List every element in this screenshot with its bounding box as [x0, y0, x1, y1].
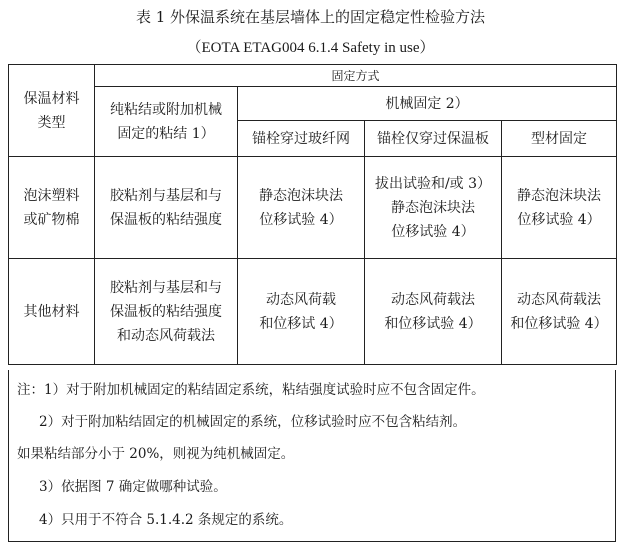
header-profile: 型材固定: [502, 121, 617, 157]
header-fixing-method: 固定方式: [95, 65, 617, 87]
table-subtitle: （EOTA ETAG004 6.1.4 Safety in use）: [186, 40, 435, 56]
table-title: 表 1 外保温系统在基层墙体上的固定稳定性检验方法: [135, 8, 486, 26]
cell-anchor-board: 拔出试验和/或 3） 静态泡沫块法 位移试验 4）: [365, 157, 502, 259]
table-row: [9, 157, 617, 259]
cell-adhesive: 胶粘剂与基层和与 保温板的粘结强度 和动态风荷载法: [95, 259, 238, 365]
table-row: [9, 259, 617, 365]
note-3: 3）依据图 7 确定做哪种试验。: [39, 479, 227, 495]
header-anchor-board: 锚栓仅穿过保温板: [365, 121, 502, 157]
fixing-method-table: [8, 64, 617, 365]
cell-material: 其他材料: [9, 259, 95, 365]
header-anchor-mesh: 锚栓穿过玻纤网: [238, 121, 365, 157]
cell-profile: 静态泡沫块法 位移试验 4）: [502, 157, 617, 259]
header-adhesive: 纯粘结或附加机械 固定的粘结 1）: [95, 87, 238, 157]
notes-section: [8, 370, 616, 542]
header-mechanical: 机械固定 2）: [238, 87, 617, 121]
note-1: 注：1）对于附加机械固定的粘结固定系统，粘结强度试验时应不包含固定件。: [17, 382, 485, 398]
cell-anchor-mesh: 动态风荷载 和位移试 4）: [238, 259, 365, 365]
cell-anchor-board: 动态风荷载法 和位移试验 4）: [365, 259, 502, 365]
cell-profile: 动态风荷载法 和位移试验 4）: [502, 259, 617, 365]
note-2-continued: 如果粘结部分小于 20%，则视为纯机械固定。: [17, 446, 295, 462]
note-4: 4）只用于不符合 5.1.4.2 条规定的系统。: [39, 512, 293, 528]
cell-material: 泡沫塑料 或矿物棉: [9, 157, 95, 259]
cell-anchor-mesh: 静态泡沫块法 位移试验 4）: [238, 157, 365, 259]
note-2: 2）对于附加粘结固定的机械固定的系统，位移试验时应不包含粘结剂。: [39, 414, 467, 430]
cell-adhesive: 胶粘剂与基层和与 保温板的粘结强度: [95, 157, 238, 259]
header-material-type: 保温材料 类型: [9, 65, 95, 157]
